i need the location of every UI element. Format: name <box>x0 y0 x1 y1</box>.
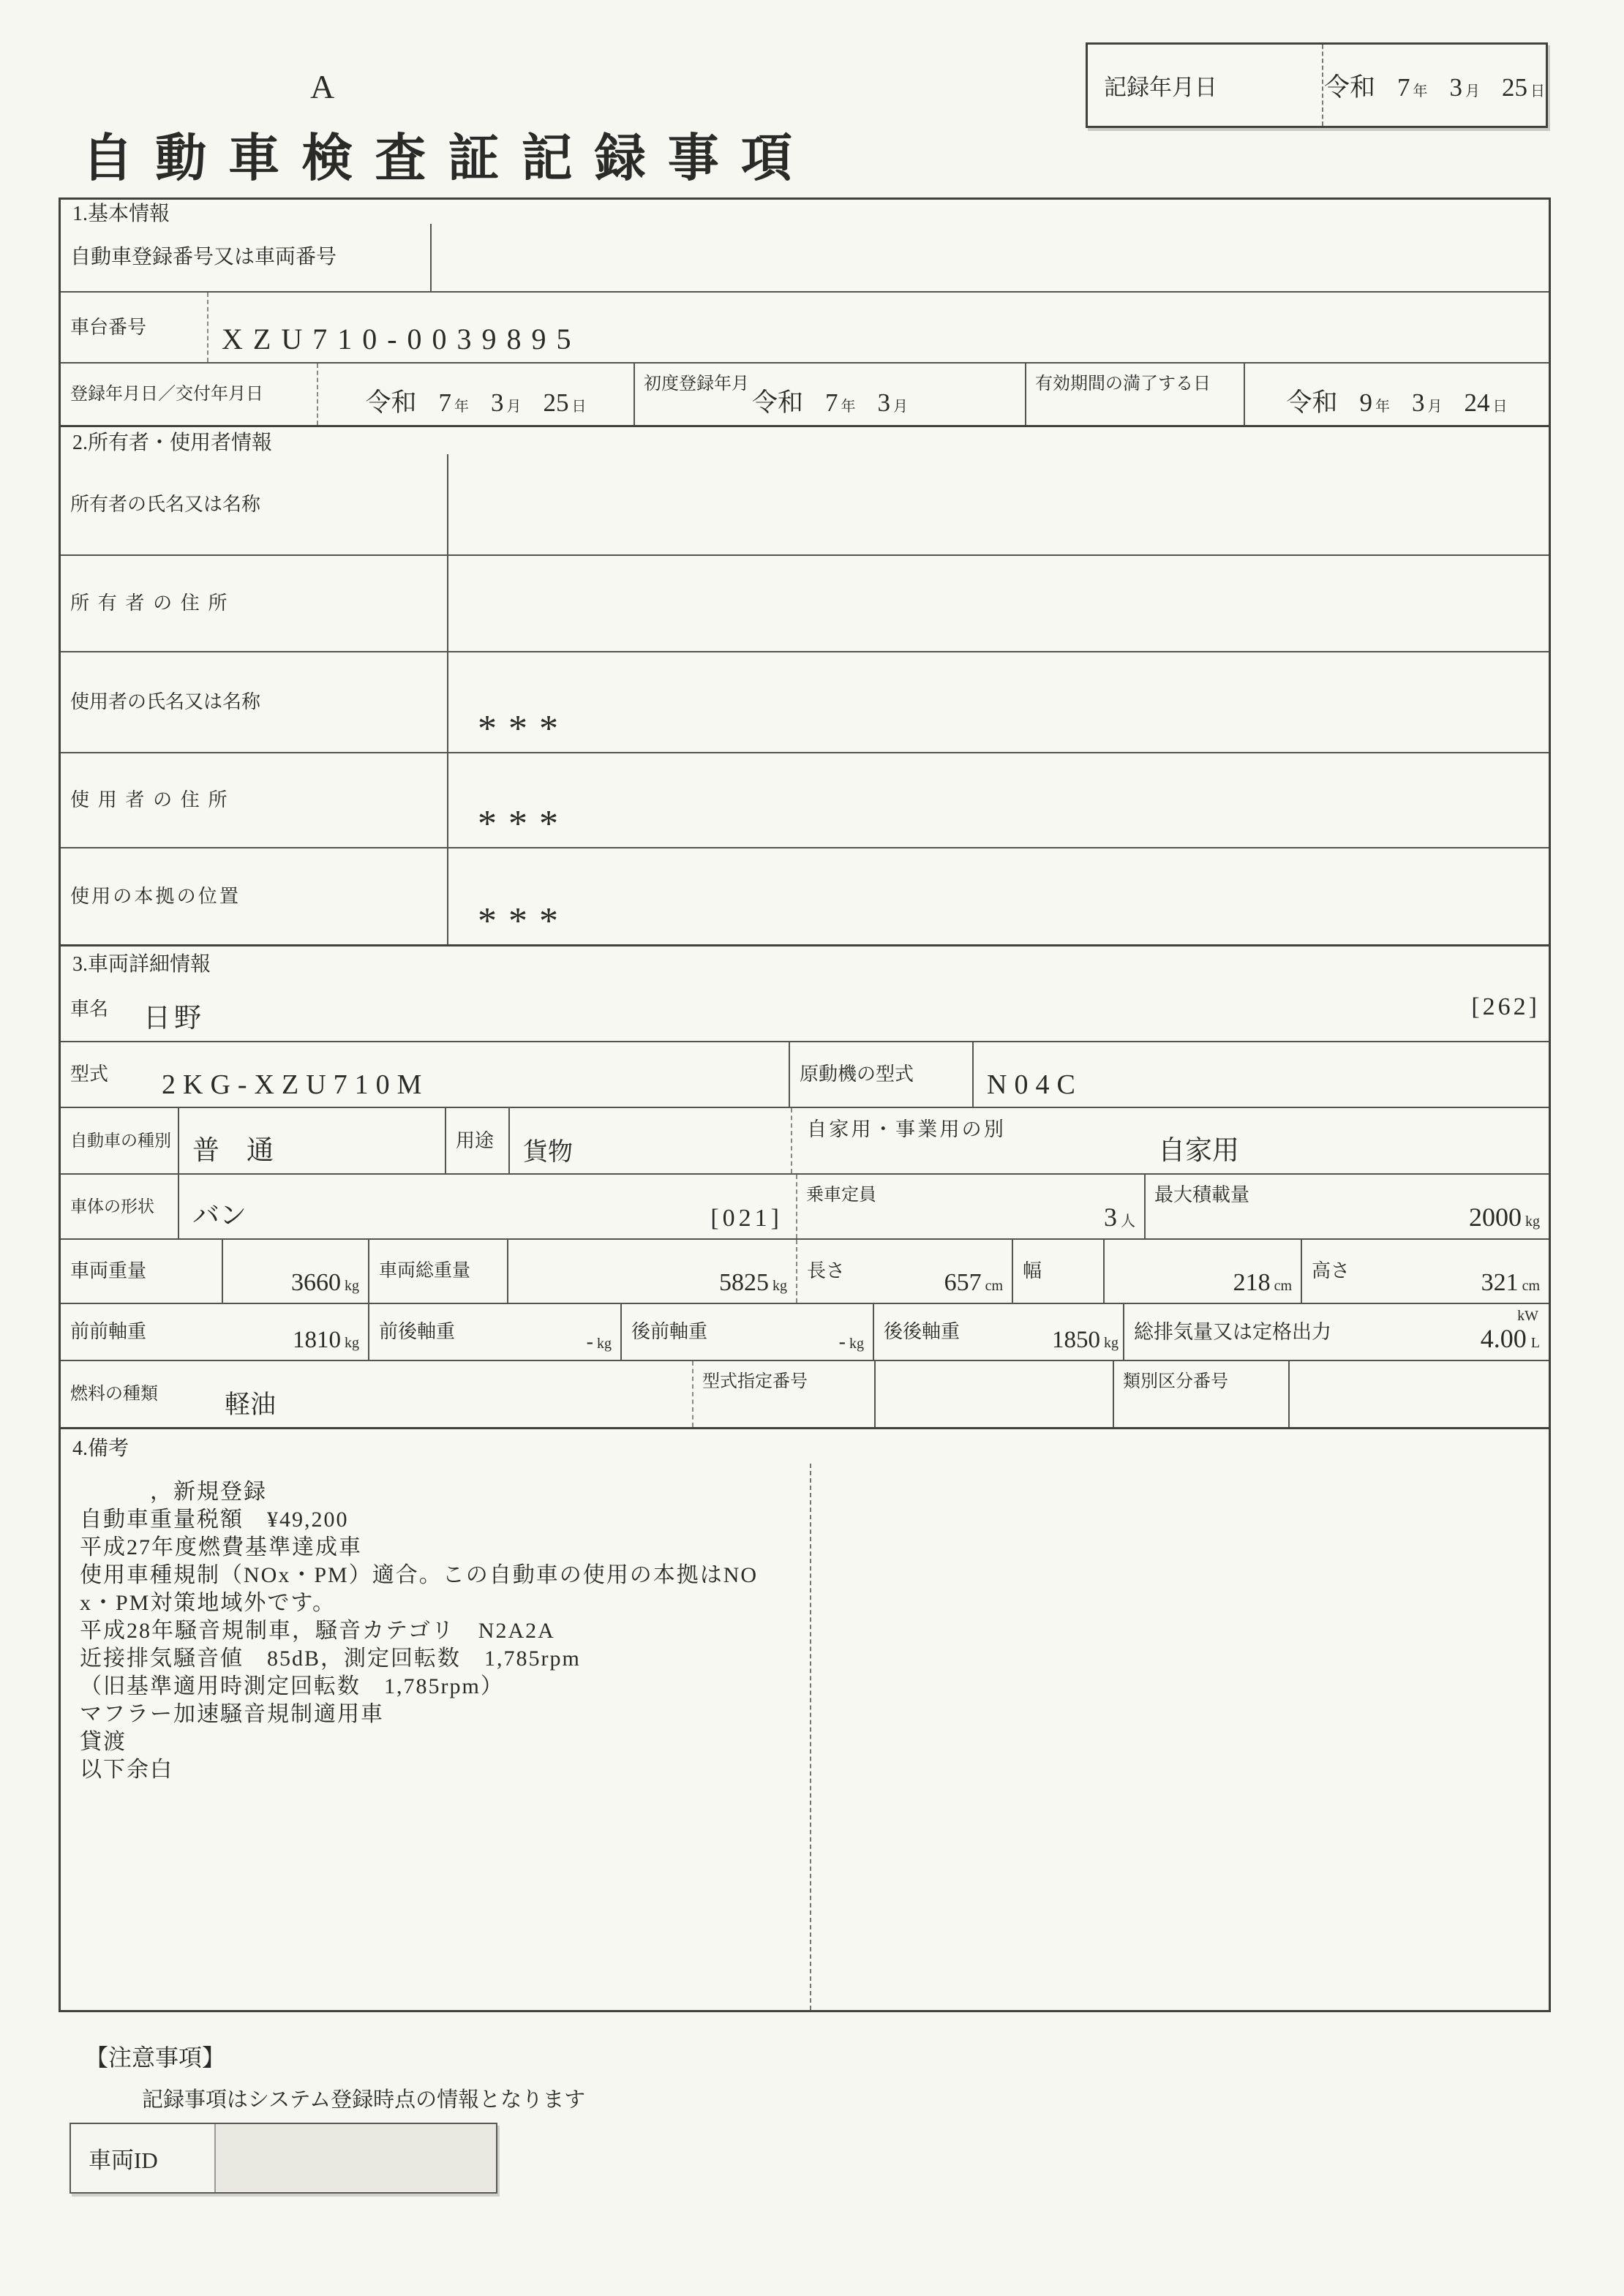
remarks-box <box>61 1464 1549 2010</box>
axle-ff-label: 前前軸重 <box>70 1321 147 1343</box>
gross-weight-value-wrap <box>719 1269 787 1297</box>
power-cell <box>1123 1304 1549 1360</box>
corner-mark: A <box>310 68 335 105</box>
capacity-label: 乗車定員 <box>806 1186 876 1205</box>
engine-model-label: 原動機の型式 <box>789 1042 972 1107</box>
user-address-value: *** <box>478 803 570 845</box>
base-location-value: *** <box>478 900 570 942</box>
row-weights-dimensions <box>61 1238 1549 1303</box>
remarks-divider <box>810 1464 811 2010</box>
vehicle-id-label: 車両ID <box>89 2148 158 2173</box>
capacity-value: 3 <box>1104 1202 1117 1232</box>
ownership-value: 自家用 <box>1158 1136 1239 1166</box>
axle-rf-value-cell <box>756 1304 873 1360</box>
owner-address-value-cell <box>447 556 1549 651</box>
owner-name-label: 所有者の氏名又は名称 <box>70 493 261 515</box>
body-shape-value: バン <box>192 1201 247 1231</box>
model-label: 型式 <box>70 1064 109 1085</box>
notice-text: 記録事項はシステム登録時点の情報となります <box>142 2088 586 2112</box>
capacity-cell <box>796 1175 1144 1238</box>
record-date-box <box>1086 42 1548 128</box>
height-label: 高さ <box>1301 1240 1403 1303</box>
owner-address-label: 所有者の住所 <box>70 592 236 614</box>
max-load-value: 2000 <box>1469 1202 1522 1232</box>
row-base-location <box>61 847 1549 944</box>
row-registration-number <box>61 224 1549 291</box>
user-address-value-cell <box>447 753 1549 847</box>
vehicle-kind-value-cell <box>178 1108 445 1173</box>
axle-rf-unit: kg <box>849 1336 864 1352</box>
vehicle-id-box <box>69 2123 497 2194</box>
axle-ff-value: 1810 <box>293 1327 341 1353</box>
axle-rf-value-wrap <box>839 1330 864 1354</box>
body-shape-value-cell <box>178 1175 796 1238</box>
row-user-name <box>61 651 1549 752</box>
engine-model-value: N04C <box>987 1069 1083 1100</box>
row-user-address <box>61 752 1549 847</box>
car-name-label: 車名 <box>70 998 109 1020</box>
axle-fr-label: 前後軸重 <box>368 1304 507 1360</box>
length-value: 657 <box>944 1269 982 1296</box>
width-label: 幅 <box>1012 1240 1103 1303</box>
class-code-label: 類別区分番号 <box>1123 1372 1228 1391</box>
length-label: 長さ <box>796 1240 887 1303</box>
row-dates <box>61 362 1549 425</box>
car-name-code: [262] <box>1471 993 1540 1020</box>
first-registration-label: 初度登録年月 <box>644 374 749 394</box>
max-load-label-cell <box>1144 1175 1299 1238</box>
fuel-label: 燃料の種類 <box>70 1384 158 1404</box>
remark-line: マフラー加速騒音規制適用車 <box>80 1702 384 1726</box>
weight-value-cell <box>222 1240 368 1303</box>
row-kind-use-ownership <box>61 1107 1549 1173</box>
weight-value-wrap <box>291 1269 359 1297</box>
power-unit-bottom: L <box>1530 1335 1540 1351</box>
height-value-cell <box>1403 1240 1549 1303</box>
axle-rr-value-wrap <box>1052 1327 1119 1354</box>
notice-header: 【注意事項】 <box>85 2044 226 2071</box>
expiry-date-label: 有効期間の満了する日 <box>1035 374 1211 394</box>
row-body-capacity-load <box>61 1173 1549 1238</box>
registration-number-label: 自動車登録番号又は車両番号 <box>70 246 337 269</box>
weight-unit: kg <box>345 1278 359 1294</box>
row-owner-address <box>61 554 1549 651</box>
remarks-lines <box>61 1464 780 2010</box>
row-car-name <box>61 978 1549 1041</box>
car-name-value: 日野 <box>143 1004 205 1034</box>
power-unit-top: kW <box>1517 1308 1538 1324</box>
capacity-unit: 人 <box>1121 1213 1135 1230</box>
car-name-value-cell <box>130 978 1549 1041</box>
height-unit: cm <box>1522 1278 1540 1294</box>
gross-weight-value: 5825 <box>719 1269 769 1296</box>
axle-rr-label: 後後軸重 <box>873 1304 1004 1360</box>
registration-date-value: 令和 7 年 3 月 25 日 <box>365 388 587 417</box>
width-value-wrap <box>1233 1269 1292 1297</box>
length-value-wrap <box>944 1269 1003 1297</box>
section2-header: 2.所有者・使用者情報 <box>61 425 1549 454</box>
power-value: 4.00 <box>1480 1324 1527 1353</box>
remark-line: 以下余白 <box>80 1758 173 1782</box>
chassis-number-label: 車台番号 <box>70 316 147 338</box>
engine-model-value-cell <box>972 1042 1549 1107</box>
remark-line: ，新規登録 <box>80 1480 267 1504</box>
record-date-label: 記録年月日 <box>1088 45 1323 126</box>
row-owner-name <box>61 454 1549 554</box>
expiry-date-value-cell <box>1244 364 1549 425</box>
ownership-label: 自家用・事業用の別 <box>807 1118 1007 1140</box>
remark-line: 使用車種規制（NOx・PM）適合。この自動車の使用の本拠はNO <box>80 1563 759 1587</box>
weight-label: 車両重量 <box>70 1260 147 1282</box>
chassis-number-value: XZU710-0039895 <box>222 323 582 355</box>
body-shape-label: 車体の形状 <box>70 1197 154 1216</box>
page-title: 自動車検査証記録事項 <box>82 131 814 187</box>
row-model <box>61 1041 1549 1107</box>
section1-header: 1.基本情報 <box>72 202 170 225</box>
type-approval-label-cell <box>692 1361 874 1427</box>
ownership-cell <box>791 1108 1549 1173</box>
remark-line: 平成27年度燃費基準達成車 <box>80 1535 362 1559</box>
row-chassis-number <box>61 291 1549 362</box>
gross-weight-label: 車両総重量 <box>368 1240 507 1303</box>
capacity-value-wrap <box>1104 1202 1135 1232</box>
record-date-value <box>1323 45 1546 126</box>
height-value: 321 <box>1481 1269 1519 1296</box>
registration-date-value-cell <box>317 364 634 425</box>
use-value: 貨物 <box>523 1139 573 1166</box>
vehicle-kind-value: 普 通 <box>192 1136 274 1166</box>
vehicle-kind-label: 自動車の種別 <box>70 1131 171 1150</box>
section3-header: 3.車両詳細情報 <box>61 944 1549 978</box>
row-axle-weights <box>61 1303 1549 1360</box>
axle-fr-unit: kg <box>597 1336 612 1352</box>
axle-rf-label: 後前軸重 <box>620 1304 756 1360</box>
class-code-label-cell <box>1113 1361 1288 1427</box>
gross-weight-value-cell <box>507 1240 796 1303</box>
remark-line: 平成28年騒音規制車，騒音カテゴリ N2A2A <box>80 1619 555 1643</box>
axle-fr-value-cell <box>507 1304 620 1360</box>
remark-line: x・PM対策地域外です。 <box>80 1591 336 1615</box>
registration-number-value-cell <box>430 224 1549 291</box>
axle-ff-unit: kg <box>345 1335 359 1351</box>
use-label: 用途 <box>445 1108 508 1173</box>
model-value: 2KG-XZU710M <box>162 1069 429 1100</box>
type-approval-label: 型式指定番号 <box>702 1372 808 1391</box>
base-location-label: 使用の本拠の位置 <box>70 885 241 907</box>
user-name-value-cell <box>447 652 1549 752</box>
length-value-cell <box>887 1240 1012 1303</box>
width-unit: cm <box>1274 1278 1292 1294</box>
max-load-label: 最大積載量 <box>1154 1184 1250 1205</box>
length-unit: cm <box>985 1278 1003 1294</box>
axle-rf-value: - <box>838 1330 846 1353</box>
class-code-value-cell <box>1288 1361 1549 1427</box>
expiry-date-label-cell <box>1025 364 1244 425</box>
model-value-cell <box>149 1042 789 1107</box>
section4-header: 4.備考 <box>61 1427 1549 1464</box>
user-address-label: 使用者の住所 <box>70 789 236 811</box>
fuel-value: 軽油 <box>225 1390 277 1419</box>
width-value: 218 <box>1233 1269 1271 1296</box>
height-value-wrap <box>1481 1269 1540 1297</box>
use-value-cell <box>508 1108 791 1173</box>
remark-line: 貸渡 <box>80 1730 127 1754</box>
remark-line: 近接排気騒音値 85dB，測定回転数 1,785rpm <box>80 1646 581 1671</box>
axle-fr-value: - <box>586 1330 593 1353</box>
chassis-number-value-cell <box>207 293 1549 362</box>
registration-date-label: 登録年月日／交付年月日 <box>70 384 263 404</box>
axle-fr-value-wrap <box>587 1330 612 1354</box>
axle-rr-value-cell <box>1004 1304 1123 1360</box>
axle-rr-value: 1850 <box>1052 1327 1100 1353</box>
expiry-date-value: 令和 9 年 3 月 24 日 <box>1286 388 1508 417</box>
first-registration-cell <box>634 364 1025 425</box>
remark-line: 自動車重量税額 ¥49,200 <box>80 1508 349 1532</box>
axle-ff-value-wrap <box>293 1327 359 1354</box>
user-name-label: 使用者の氏名又は名称 <box>70 691 261 713</box>
weight-value: 3660 <box>291 1269 341 1296</box>
row-fuel-typecodes <box>61 1360 1549 1427</box>
axle-rr-unit: kg <box>1104 1335 1119 1351</box>
fuel-value-cell <box>211 1361 692 1427</box>
width-value-cell <box>1103 1240 1301 1303</box>
power-value-wrap <box>1481 1323 1540 1354</box>
max-load-value-wrap <box>1469 1202 1540 1232</box>
record-date: 令和 7 年 3 月 25 日 <box>1323 72 1545 102</box>
owner-name-value-cell <box>447 454 1549 554</box>
body-shape-code: [021] <box>710 1205 783 1232</box>
type-approval-value-cell <box>874 1361 1113 1427</box>
vehicle-id-value <box>214 2124 496 2192</box>
axle-ff-value-cell <box>222 1304 368 1360</box>
max-load-value-cell <box>1299 1175 1549 1238</box>
user-name-value: *** <box>478 708 570 750</box>
first-registration-value: 令和 7 年 3 月 <box>751 388 908 417</box>
gross-weight-unit: kg <box>772 1278 787 1294</box>
base-location-value-cell <box>447 848 1549 944</box>
max-load-unit: kg <box>1525 1213 1540 1230</box>
remark-line: （旧基準適用時測定回転数 1,785rpm） <box>80 1674 504 1698</box>
power-label: 総排気量又は定格出力 <box>1134 1320 1331 1343</box>
main-table <box>59 197 1551 2012</box>
